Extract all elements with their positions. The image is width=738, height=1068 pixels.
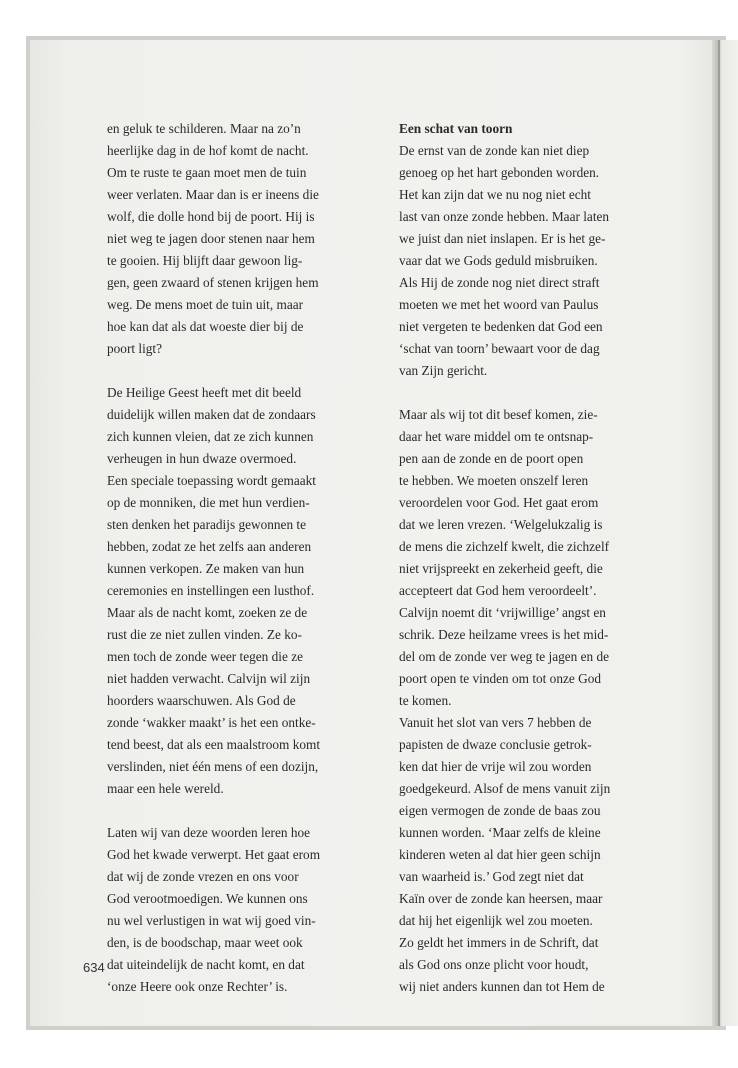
text-line: poort ligt? [107, 341, 163, 356]
page-edge-line [718, 40, 720, 1026]
text-line: Het kan zijn dat we nu nog niet echt [399, 187, 592, 202]
text-line: veroordelen voor God. Het gaat erom [399, 495, 599, 510]
right-column-body [399, 140, 669, 998]
text-line: van waarheid is.’ God zegt niet dat [399, 869, 584, 884]
text-line: Maar als wij tot dit besef komen, zie- [399, 407, 598, 422]
text-line: heerlijke dag in de hof komt de nacht. [107, 143, 309, 158]
text-line: niet hadden verwacht. Calvijn wil zijn [107, 671, 311, 686]
text-line: wij niet anders kunnen dan tot Hem de [399, 979, 605, 994]
text-line: wolf, die dolle hond bij de poort. Hij is [107, 209, 315, 224]
text-line: gen, geen zwaard of stenen krijgen hem [107, 275, 319, 290]
text-line: ‘onze Heere ook onze Rechter’ is. [107, 979, 288, 994]
text-line: ceremonies en instellingen een lusthof. [107, 583, 315, 598]
text-line: maar een hele wereld. [107, 781, 224, 796]
paragraph-gap [107, 800, 377, 822]
text-line: tend beest, dat als een maalstroom komt [107, 737, 321, 752]
text-line: de mens die zichzelf kwelt, die zichzelf [399, 539, 610, 554]
text-line: niet vrijspreekt en zekerheid geeft, die [399, 561, 603, 576]
paragraph-gap [107, 360, 377, 382]
text-line: weg. De mens moet de tuin uit, maar [107, 297, 304, 312]
text-line: te komen. [399, 693, 452, 708]
text-line: op de monniken, die met hun verdien- [107, 495, 310, 510]
text-line: nu wel verlustigen in wat wij goed vin- [107, 913, 316, 928]
text-line: verheugen in hun dwaze overmoed. [107, 451, 297, 466]
text-line: genoeg op het hart gebonden worden. [399, 165, 600, 180]
text-line: papisten de dwaze conclusie getrok- [399, 737, 592, 752]
text-line: kunnen worden. ‘Maar zelfs de kleine [399, 825, 601, 840]
text-line: niet vergeten te bedenken dat God een [399, 319, 603, 334]
text-line: del om de zonde ver weg te jagen en de [399, 649, 610, 664]
text-line: weer verlaten. Maar dan is er ineens die [107, 187, 319, 202]
text-line: ken dat hier de vrije wil zou worden [399, 759, 592, 774]
text-line: ‘schat van toorn’ bewaart voor de dag [399, 341, 600, 356]
text-line: Als Hij de zonde nog niet direct straft [399, 275, 600, 290]
text-line: Een speciale toepassing wordt gemaakt [107, 473, 316, 488]
text-line: als God ons onze plicht voor houdt, [399, 957, 589, 972]
text-line: hoe kan dat als dat woeste dier bij de [107, 319, 304, 334]
text-line: den, is de boodschap, maar weet ook [107, 935, 303, 950]
text-line: dat wij de zonde vrezen en ons voor [107, 869, 299, 884]
text-line: dat we leren vrezen. ‘Welgelukzalig is [399, 517, 603, 532]
text-line: kunnen verkopen. Ze maken van hun [107, 561, 305, 576]
text-line: Maar als de nacht komt, zoeken ze de [107, 605, 308, 620]
text-line: duidelijk willen maken dat de zondaars [107, 407, 316, 422]
text-line: dat hij het eigenlijk wel zou moeten. [399, 913, 593, 928]
text-line: Laten wij van deze woorden leren hoe [107, 825, 311, 840]
text-line: hoorders waarschuwen. Als God de [107, 693, 296, 708]
text-line: moeten we met het woord van Paulus [399, 297, 599, 312]
text-line: daar het ware middel om te ontsnap- [399, 429, 594, 444]
text-line: dat uiteindelijk de nacht komt, en dat [107, 957, 305, 972]
text-line: kinderen weten al dat hier geen schijn [399, 847, 601, 862]
text-line: verslinden, niet één mens of een dozijn, [107, 759, 319, 774]
text-line: van Zijn gericht. [399, 363, 488, 378]
text-line: goedgekeurd. Alsof de mens vanuit zijn [399, 781, 611, 796]
text-line: last van onze zonde hebben. Maar laten [399, 209, 610, 224]
text-line: De Heilige Geest heeft met dit beeld [107, 385, 302, 400]
text-line: Calvijn noemt dit ‘vrijwillige’ angst en [399, 605, 606, 620]
text-line: zonde ‘wakker maakt’ is het een ontke- [107, 715, 316, 730]
text-line: Kaïn over de zonde kan heersen, maar [399, 891, 603, 906]
page-edge [712, 40, 738, 1026]
text-line: te hebben. We moeten onszelf leren [399, 473, 589, 488]
right-column [399, 118, 669, 998]
text-line: God verootmoedigen. We kunnen ons [107, 891, 308, 906]
section-heading: Een schat van toorn [399, 121, 513, 136]
text-line: rust die ze niet zullen vinden. Ze ko- [107, 627, 302, 642]
text-line: we juist dan niet inslapen. Er is het ge- [399, 231, 606, 246]
text-line: poort open te vinden om tot onze God [399, 671, 601, 686]
text-line: schrik. Deze heilzame vrees is het mid- [399, 627, 609, 642]
text-line: hebben, zodat ze het zelfs aan anderen [107, 539, 312, 554]
text-line: God het kwade verwerpt. Het gaat erom [107, 847, 321, 862]
text-line: Zo geldt het immers in de Schrift, dat [399, 935, 599, 950]
text-line: te gooien. Hij blijft daar gewoon lig- [107, 253, 303, 268]
text-line: accepteert dat God hem veroordeelt’. [399, 583, 597, 598]
paragraph-gap [399, 382, 669, 404]
text-line: eigen vermogen de zonde de baas zou [399, 803, 601, 818]
text-line: De ernst van de zonde kan niet diep [399, 143, 590, 158]
text-line: en geluk te schilderen. Maar na zo’n [107, 121, 301, 136]
text-line: pen aan de zonde en de poort open [399, 451, 584, 466]
text-line: vaar dat we Gods geduld misbruiken. [399, 253, 598, 268]
left-column [107, 118, 377, 998]
page-number: 634 [83, 960, 105, 975]
text-line: men toch de zonde weer tegen die ze [107, 649, 304, 664]
text-line: niet weg te jagen door stenen naar hem [107, 231, 315, 246]
text-line: sten denken het paradijs gewonnen te [107, 517, 307, 532]
text-line: Vanuit het slot van vers 7 hebben de [399, 715, 592, 730]
text-line: Om te ruste te gaan moet men de tuin [107, 165, 307, 180]
text-line: zich kunnen vleien, dat ze zich kunnen [107, 429, 314, 444]
